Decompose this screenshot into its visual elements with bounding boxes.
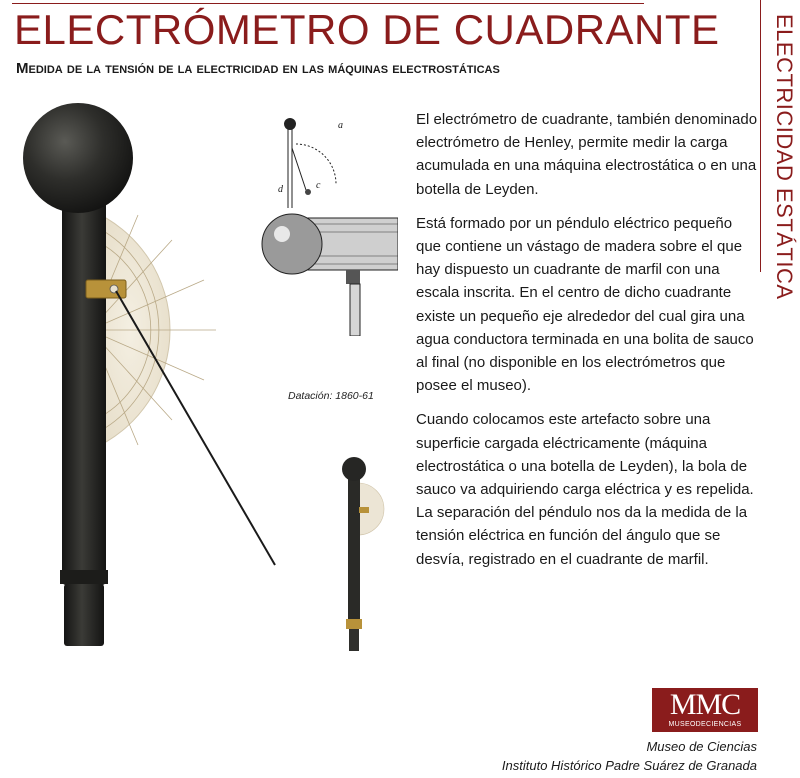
paragraph-1: El electrómetro de cuadrante, también denominado electrómetro de Henley, permite medir la carga acumulada en una máquina electrostática o en una botella de Leyden. <box>416 111 758 198</box>
side-section-label: ELECTRICIDAD ESTÁTICA <box>772 14 797 300</box>
top-rule <box>12 3 644 4</box>
logo-caption: MUSEODECIENCIAS <box>668 721 742 728</box>
paragraph-3: Cuando colocamos este artefacto sobre una superficie cargada eléctricamente (máquina electrostática o una botella de Leyden), la bola de sauco va adquiriendo carga eléctrica y es repelida. La separación del péndulo nos da la medida de la tensión eléctrica en función del ángulo que se desvía, registrado en el cuadrante de marfil. <box>416 411 754 568</box>
engraving-label-c: c <box>316 180 321 191</box>
electrometer-photo <box>20 100 280 670</box>
engraving-label-d: d <box>278 184 283 195</box>
electrometer-small-photo <box>330 455 400 695</box>
needle <box>116 291 275 565</box>
engraving-illustration <box>258 108 398 336</box>
knob-ball <box>23 103 133 213</box>
engraving-label-a: a <box>338 120 343 131</box>
ivory-quadrant <box>90 210 216 450</box>
logo-letters: MMC <box>669 688 741 721</box>
page-subtitle: Medida de la tensión de la electricidad en las máquinas electrostáticas <box>16 60 500 77</box>
museum-logo <box>652 688 758 732</box>
paragraph-2: Está formado por un péndulo eléctrico pequeño que contiene un vástago de madera sobre el que hay dispuesto un cuadrante de marfil con una escala inscrita. En el centro de dicho cuadrante existe un pequeño eje alrededor del cual gira una agua conductora terminada en una bolita de sauco al final (no disponible en los electrómetros que posee el museo). <box>416 214 754 395</box>
page-title: ELECTRÓMETRO DE CUADRANTE <box>14 6 720 53</box>
dating-caption: Datación: 1860-61 <box>288 390 374 402</box>
credit-museum: Museo de Ciencias <box>646 739 757 754</box>
engraving-conductor <box>262 214 398 336</box>
credit-institute: Instituto Histórico Padre Suárez de Granada <box>501 758 757 773</box>
rod <box>60 190 108 646</box>
side-rule <box>760 0 761 272</box>
description <box>416 108 760 582</box>
brass-clamp <box>86 280 126 298</box>
